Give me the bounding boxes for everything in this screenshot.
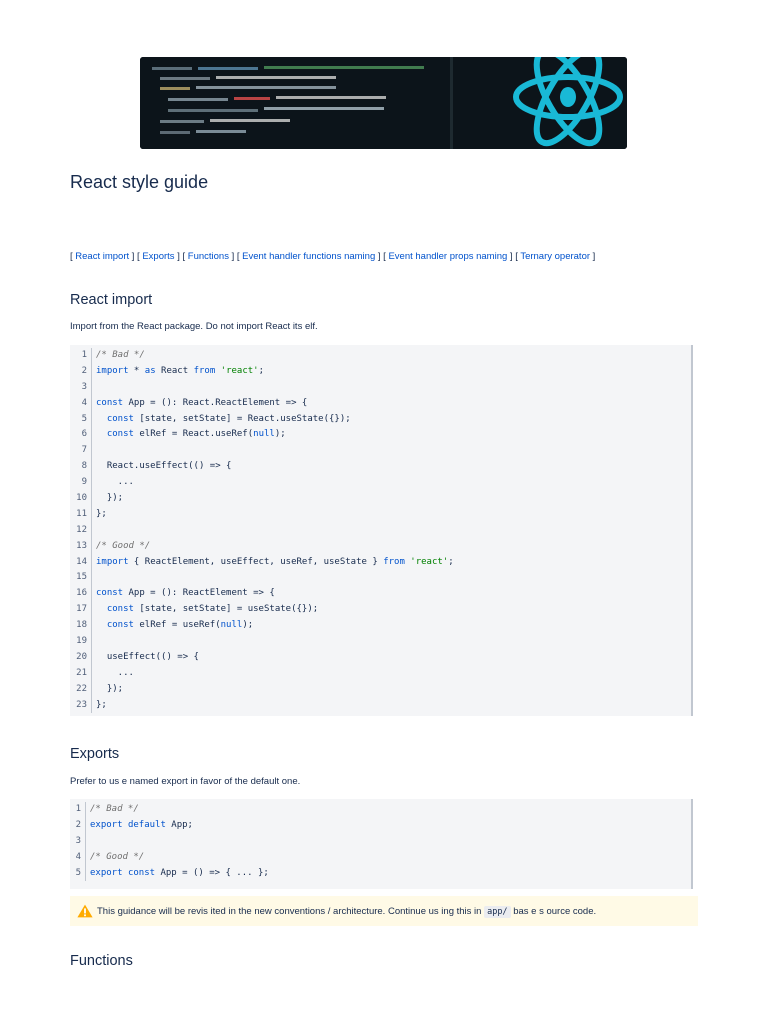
code-text: const elRef = React.useRef(null); — [106, 429, 286, 440]
line-number: 5 — [70, 412, 92, 428]
code-block-exports — [70, 799, 693, 889]
code-text: }; — [96, 508, 107, 519]
code-text: }); — [96, 493, 124, 504]
code-line — [70, 634, 691, 650]
code-text — [92, 570, 96, 586]
line-number: 22 — [70, 682, 92, 698]
code-line — [70, 412, 691, 428]
section-heading-functions: Functions — [70, 953, 133, 969]
code-line — [70, 866, 691, 882]
line-number: 19 — [70, 634, 92, 650]
code-line — [70, 348, 691, 364]
code-line — [70, 364, 691, 380]
header-banner-image — [140, 57, 627, 149]
code-line — [70, 698, 691, 714]
line-number: 3 — [70, 380, 92, 396]
code-text: import { ReactElement, useEffect, useRef, useState } from 'react'; — [96, 556, 454, 567]
code-text — [92, 443, 96, 459]
line-number: 1 — [70, 348, 92, 364]
code-line — [70, 586, 691, 602]
section-description-react-import: Import from the React package. Do not import React its elf. — [70, 321, 318, 332]
line-number: 9 — [70, 475, 92, 491]
line-number: 13 — [70, 539, 92, 555]
code-text: const [state, setState] = useState({}); — [106, 604, 319, 615]
code-text: /* Good */ — [90, 851, 145, 862]
line-number: 15 — [70, 570, 92, 586]
code-line — [70, 507, 691, 523]
code-line — [70, 539, 691, 555]
code-text: ... — [96, 477, 134, 488]
line-number: 11 — [70, 507, 92, 523]
line-number: 6 — [70, 427, 92, 443]
line-number: 20 — [70, 650, 92, 666]
code-text — [92, 523, 96, 539]
code-text: import * as React from 'react'; — [96, 365, 265, 376]
code-text — [86, 834, 90, 850]
code-line — [70, 459, 691, 475]
table-of-contents: [ React import ] [ Exports ] [ Functions ] [ Event handler functions naming ] [ Event handler props naming ] [ Ternary operator ] — [70, 251, 596, 262]
note-inline-code: app/ — [484, 906, 510, 918]
code-line — [70, 682, 691, 698]
line-number: 2 — [70, 818, 86, 834]
code-text: /* Good */ — [96, 540, 151, 551]
toc-link-ternary-operator[interactable]: Ternary operator — [520, 251, 591, 262]
line-number: 17 — [70, 602, 92, 618]
code-line — [70, 523, 691, 539]
note-message — [97, 906, 596, 917]
line-number: 10 — [70, 491, 92, 507]
note-panel — [70, 896, 698, 926]
section-description-exports: Prefer to us e named export in favor of the default one. — [70, 776, 301, 787]
code-line — [70, 491, 691, 507]
line-number: 12 — [70, 523, 92, 539]
code-text: const App = (): React.ReactElement => { — [96, 397, 308, 408]
line-number: 14 — [70, 555, 92, 571]
toc-link-react-import[interactable]: React import — [75, 251, 130, 262]
code-text: const App = (): ReactElement => { — [96, 588, 275, 599]
warning-icon — [77, 904, 93, 918]
code-line — [70, 570, 691, 586]
note-text-after: bas e s ource code. — [510, 905, 597, 917]
page-title: React style guide — [70, 172, 209, 192]
code-line — [70, 396, 691, 412]
code-text — [92, 634, 96, 650]
code-line — [70, 818, 691, 834]
code-line — [70, 443, 691, 459]
line-number: 4 — [70, 850, 86, 866]
line-number: 2 — [70, 364, 92, 380]
code-line — [70, 666, 691, 682]
code-line — [70, 380, 691, 396]
code-line — [70, 618, 691, 634]
section-heading-exports: Exports — [70, 746, 120, 762]
code-line — [70, 834, 691, 850]
code-text: const [state, setState] = React.useState({}); — [106, 413, 351, 424]
code-text: const elRef = useRef(null); — [106, 620, 254, 631]
code-line — [70, 555, 691, 571]
code-line — [70, 650, 691, 666]
line-number: 23 — [70, 698, 92, 714]
code-line — [70, 475, 691, 491]
toc-link-event-handler-props-naming[interactable]: Event handler props naming — [388, 251, 508, 262]
line-number: 5 — [70, 866, 86, 882]
toc-link-event-handler-functions-naming[interactable]: Event handler functions naming — [242, 251, 376, 262]
code-text: /* Bad */ — [96, 350, 145, 360]
code-text — [92, 380, 96, 396]
line-number: 18 — [70, 618, 92, 634]
line-number: 1 — [70, 802, 86, 818]
code-line — [70, 602, 691, 618]
line-number: 8 — [70, 459, 92, 475]
code-line — [70, 802, 691, 818]
code-line — [70, 850, 691, 866]
line-number: 7 — [70, 443, 92, 459]
toc-link-exports[interactable]: Exports — [142, 251, 175, 262]
line-number: 16 — [70, 586, 92, 602]
line-number: 4 — [70, 396, 92, 412]
code-text: React.useEffect(() => { — [96, 461, 232, 472]
code-text: }); — [96, 683, 124, 694]
code-text: export default App; — [90, 819, 193, 830]
note-text-before: This guidance will be revis ited in the new conventions / architecture. Continue us ing this in — [97, 905, 485, 917]
section-heading-react-import: React import — [70, 292, 153, 308]
code-text: /* Bad */ — [90, 804, 139, 814]
code-text: useEffect(() => { — [96, 651, 199, 662]
line-number: 3 — [70, 834, 86, 850]
code-line — [70, 427, 691, 443]
code-block-react-import — [70, 345, 693, 716]
code-text: }; — [96, 699, 107, 710]
line-number: 21 — [70, 666, 92, 682]
toc-link-functions[interactable]: Functions — [187, 251, 229, 262]
code-text: export const App = () => { ... }; — [90, 867, 269, 878]
code-text: ... — [96, 667, 134, 678]
